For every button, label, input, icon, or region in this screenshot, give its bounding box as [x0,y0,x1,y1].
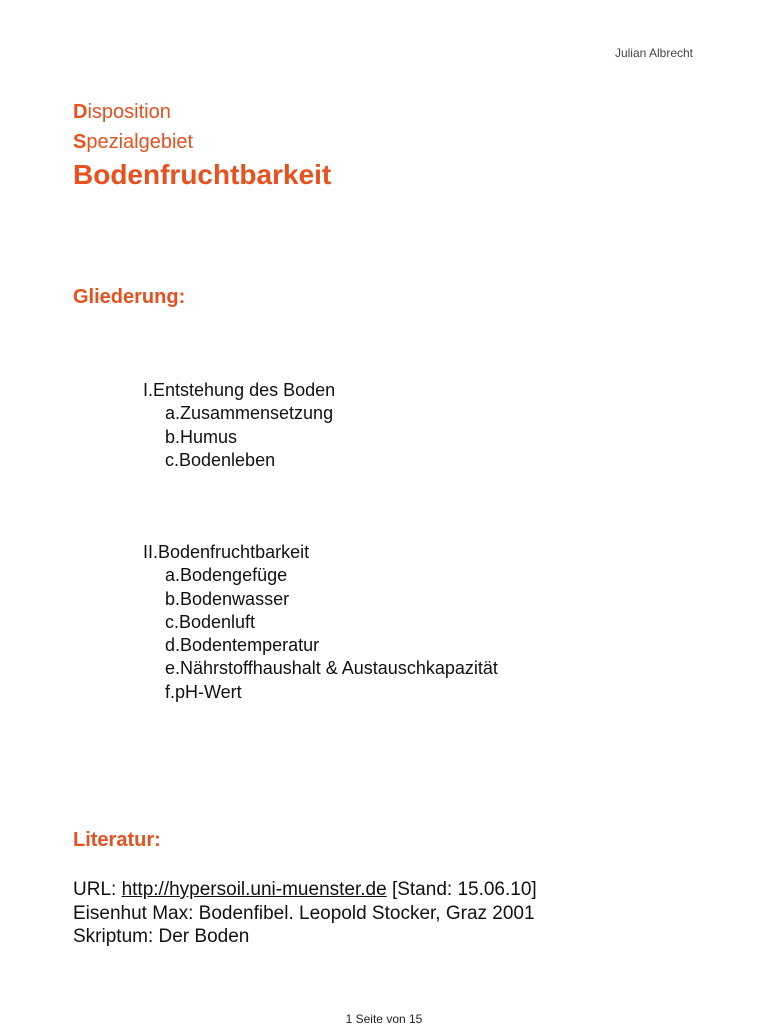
author-name: Julian Albrecht [614,46,693,60]
outline-section [143,379,335,472]
url-prefix: URL: [73,879,122,900]
outline-item: e.Nährstoffhaushalt & Austauschkapazität [165,658,498,679]
outline-section-label: I.Entstehung des Boden [143,380,336,400]
outline-item: b.Humus [165,426,238,447]
literature-heading: Literatur: [73,829,161,851]
title-rest: isposition [87,101,171,123]
title-line-disposition [73,97,331,127]
outline-heading: Gliederung: [73,286,186,308]
main-title: Bodenfruchtbarkeit [73,159,332,190]
literature-list [73,878,537,949]
title-initial: S [73,131,87,153]
outline-item: f.pH-Wert [165,681,242,702]
outline-section [143,541,498,704]
outline-section-label: II.Bodenfruchtbarkeit [143,542,310,562]
literature-entry: Eisenhut Max: Bodenfibel. Leopold Stocker, Graz 2001 [73,902,535,924]
title-rest: pezialgebiet [86,131,194,153]
title-initial: D [73,101,88,123]
outline-item: b.Bodenwasser [165,588,290,609]
outline-item: d.Bodentemperatur [165,635,320,656]
page-number: 1 Seite von 15 [345,1012,423,1026]
outline-item: a.Bodengefüge [165,565,288,586]
outline-item: a.Zusammensetzung [165,403,334,424]
literature-link[interactable]: http://hypersoil.uni-muenster.de [121,879,387,900]
document-title [73,97,331,193]
title-line-spezialgebiet [73,127,331,157]
literature-entry-url [73,878,537,902]
outline-item: c.Bodenluft [165,611,256,632]
url-suffix: [Stand: 15.06.10] [386,879,537,900]
literature-entry: Skriptum: Der Boden [73,926,250,947]
outline-item: c.Bodenleben [165,449,276,470]
